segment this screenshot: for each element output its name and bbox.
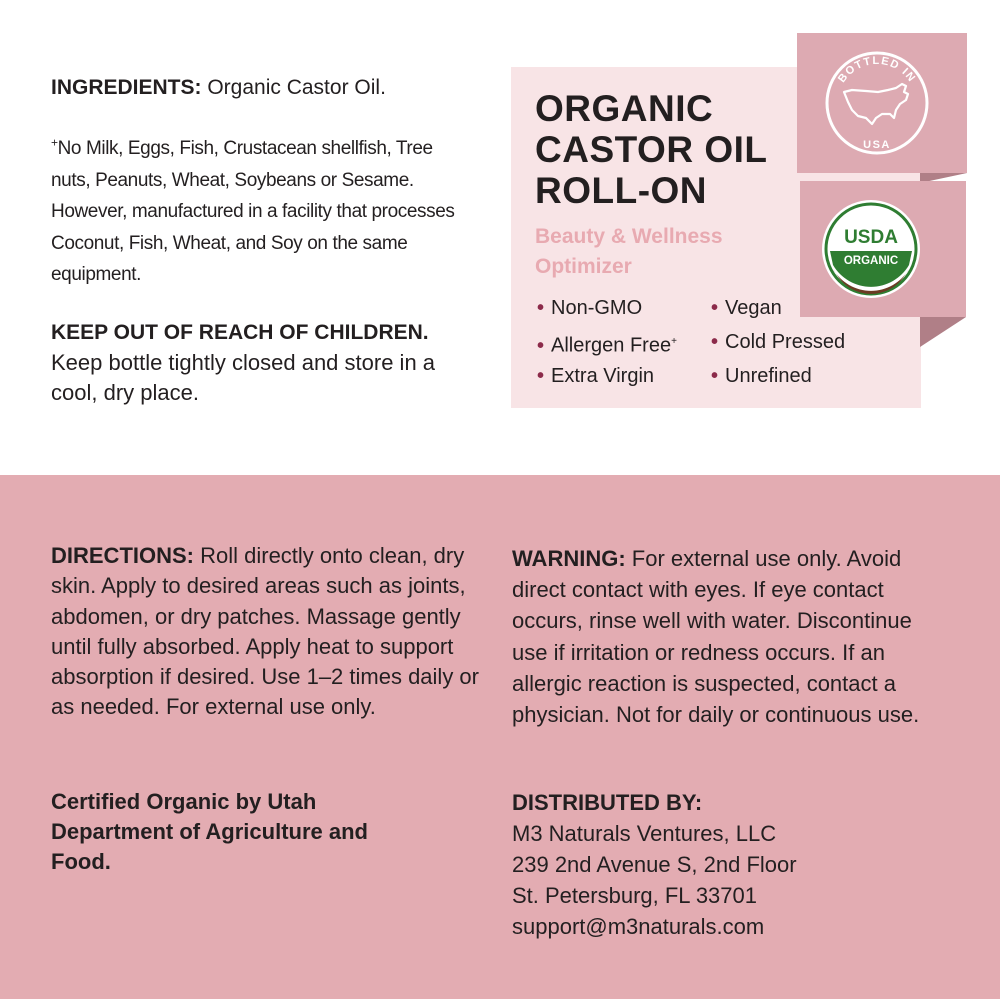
bottled-in-usa-badge (822, 48, 932, 158)
feature-item (711, 364, 812, 388)
distributor-email: support@m3naturals.com (512, 914, 765, 939)
bullet-icon: • (537, 334, 545, 357)
allergen-note (51, 133, 471, 291)
feature-label: Unrefined (725, 365, 812, 387)
product-subtitle (535, 222, 795, 282)
distributor-line: 239 2nd Avenue S, 2nd Floor (512, 852, 797, 877)
feature-label: Non-GMO (551, 297, 643, 319)
feature-label: Extra Virgin (551, 365, 655, 387)
usda-organic-icon (821, 199, 921, 299)
product-subtitle-line: Beauty & Wellness (535, 225, 723, 248)
certified-statement: Certified Organic by Utah Department of Agriculture and Food. (51, 789, 368, 874)
usda-bottom-text: ORGANIC (843, 255, 899, 267)
feature-label: Cold Pressed (725, 331, 846, 353)
usa-map-icon (844, 84, 908, 124)
ingredients-line (51, 72, 471, 103)
feature-item (537, 296, 642, 320)
distributor-line: M3 Naturals Ventures, LLC (512, 821, 777, 846)
allergen-mark: + (51, 135, 58, 150)
distributor-line: St. Petersburg, FL 33701 (512, 883, 757, 908)
distributor-heading: DISTRIBUTED BY: (512, 790, 703, 815)
warning-block (512, 543, 952, 730)
feature-label: Allergen Free (551, 334, 672, 357)
feature-item (537, 330, 677, 358)
feature-item (537, 364, 654, 388)
keep-out-text: Keep bottle tightly closed and store in a cool, dry place. (51, 350, 436, 405)
bullet-icon: • (711, 365, 719, 387)
warning-text: For external use only. Avoid direct contact with eyes. If eye contact occurs, rinse well with water. Discontinue use if irritation or redness occurs. If an allergic reaction is suspected, contact a physician. Not for daily or continuous use. (512, 546, 920, 728)
feature-label: Vegan (725, 297, 782, 319)
bottled-bottom-text: USA (863, 139, 891, 151)
bullet-icon: • (711, 297, 719, 319)
feature-mark: + (671, 336, 677, 347)
product-title-line: ORGANIC (535, 88, 714, 129)
ingredients-heading: INGREDIENTS: (51, 76, 202, 99)
directions-text: Roll directly onto clean, dry skin. Apply to desired areas such as joints, abdomen, or dry patches. Massage gently until fully absorbed. Apply heat to support absorption if desired. Use 1–2 times daily or as needed. For external use only. (51, 543, 479, 720)
allergen-note-text: No Milk, Eggs, Fish, Crustacean shellfish, Tree nuts, Peanuts, Wheat, Soybeans or Sesame. However, manufactured in a facility that processes Coconut, Fish, Wheat, and Soy on the same equipment. (51, 138, 455, 285)
bullet-icon: • (537, 365, 545, 387)
ingredients-text: Organic Castor Oil. (201, 76, 386, 99)
bullet-icon: • (537, 297, 545, 319)
feature-item (711, 330, 845, 354)
bottled-top-text: BOTTLED IN (835, 54, 919, 85)
ribbon-fold (920, 317, 966, 347)
product-subtitle-line: Optimizer (535, 255, 632, 278)
usda-top-text: USDA (844, 227, 898, 248)
keep-out-heading: KEEP OUT OF REACH OF CHILDREN. (51, 321, 429, 344)
bullet-icon: • (711, 331, 719, 353)
warning-heading: WARNING: (512, 546, 626, 571)
product-title-line: CASTOR OIL (535, 129, 768, 170)
keep-out-block (51, 318, 481, 408)
directions-heading: DIRECTIONS: (51, 543, 194, 568)
product-title (535, 88, 815, 211)
feature-item (711, 296, 782, 320)
directions-block (51, 541, 481, 723)
svg-text:BOTTLED IN (836, 55, 918, 85)
distributor-block (512, 788, 952, 942)
product-title-line: ROLL-ON (535, 170, 708, 211)
